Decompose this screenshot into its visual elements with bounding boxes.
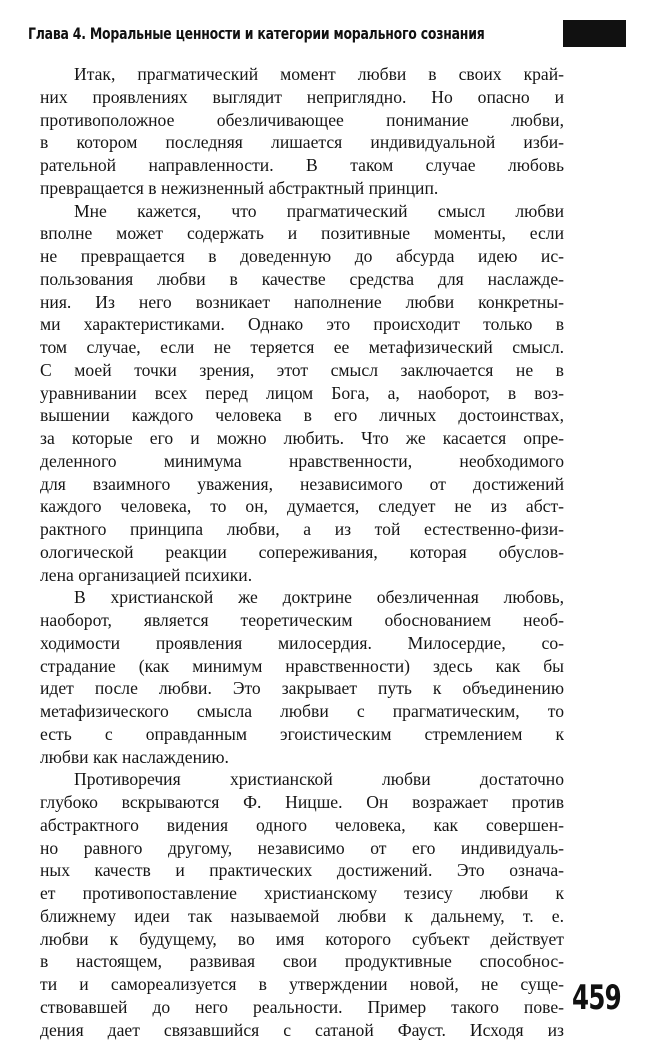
text-line: вышении каждого человека в его личных достоинствах, [40, 405, 564, 426]
text-line: ет противопоставление христианскому тезису любви к [40, 883, 564, 903]
text-line: ближнему идеи так называемой любви к дальнему, т. е. [40, 905, 564, 926]
text-line: ствовавшей до него реальности. Пример такого пове- [40, 996, 564, 1017]
text-line: идет после любви. Это закрывает путь к объединению [40, 678, 564, 699]
text-line: любви как наслаждению. [40, 746, 229, 767]
text-line: рательной направленности. В таком случае любовь [40, 155, 564, 175]
text-line: ных качеств и практических достижений. Это означа- [40, 860, 564, 881]
text-line: С моей точки зрения, этот смысл заключается не в [40, 359, 564, 380]
text-line: ти и самореализуется в утверждении новой, не суще- [40, 974, 564, 994]
page-number: 459 [572, 978, 621, 1018]
chapter-title: Глава 4. Моральные ценности и категории морального сознания [28, 24, 485, 43]
text-line: для взаимного уважения, независимого от достижений [40, 473, 564, 494]
text-line: Мне кажется, что прагматический смысл любви [74, 200, 564, 221]
text-line: каждого человека, то он, думается, следует не из абст- [40, 496, 564, 517]
text-line: противоположное обезличивающее понимание любви, [40, 109, 564, 130]
text-line: в настоящем, развивая свои продуктивные способнос- [40, 951, 564, 972]
text-line: них проявлениях выглядит неприглядно. Но опасно и [40, 86, 564, 107]
text-line: В христианской же доктрине обезличенная любовь, [74, 587, 564, 608]
text-line: абстрактного видения одного человека, как совершен- [40, 814, 564, 835]
running-header [28, 20, 628, 50]
text-line: ологической реакции сопереживания, которая обуслов- [40, 541, 564, 562]
text-line: пользования любви в качестве средства для наслажде- [40, 268, 564, 289]
text-line: превращается в нежизненный абстрактный принцип. [40, 177, 439, 198]
text-line: но равного другому, независимо от его индивидуаль- [40, 837, 564, 858]
text-line: том случае, если не теряется ее метафизический смысл. [40, 337, 564, 357]
text-line: наоборот, является теоретическим обоснованием необ- [40, 610, 564, 630]
text-line: рактного принципа любви, а из той естественно-физи- [40, 519, 564, 539]
text-line: в котором последняя лишается индивидуальной изби- [40, 132, 564, 153]
text-line: вполне может содержать и позитивные моменты, если [40, 223, 564, 244]
text-line: страдание (как минимум нравственности) здесь как бы [40, 655, 564, 676]
text-line: любви к будущему, во имя которого субъект действует [40, 928, 564, 949]
text-line: метафизического смысла любви с прагматическим, то [40, 701, 564, 721]
header-black-block [563, 20, 626, 47]
text-line: за которые его и можно любить. Что же касается опре- [40, 428, 564, 448]
text-line: лена организацией психики. [40, 564, 253, 585]
body-text [40, 63, 564, 1041]
text-line: не превращается в доведенную до абсурда идею ис- [40, 246, 564, 266]
text-line: есть с оправданным эгоистическим стремлением к [40, 723, 564, 744]
text-line: ния. Из него возникает наполнение любви конкретны- [40, 291, 564, 312]
text-line: ми характеристиками. Однако это происходит только в [40, 314, 564, 335]
text-line: дения дает связавшийся с сатаной Фауст. Исходя из [40, 1019, 564, 1040]
text-line: Итак, прагматический момент любви в своих край- [74, 64, 564, 84]
text-line: Противоречия христианской любви достаточно [74, 769, 564, 790]
text-line: уравнивании всех перед лицом Бога, а, наоборот, в воз- [40, 382, 564, 403]
text-line: деленного минимума нравственности, необходимого [40, 450, 564, 471]
text-line: ходимости проявления милосердия. Милосердие, со- [40, 632, 564, 653]
text-line: глубоко вскрываются Ф. Ницше. Он возражает против [40, 792, 564, 812]
